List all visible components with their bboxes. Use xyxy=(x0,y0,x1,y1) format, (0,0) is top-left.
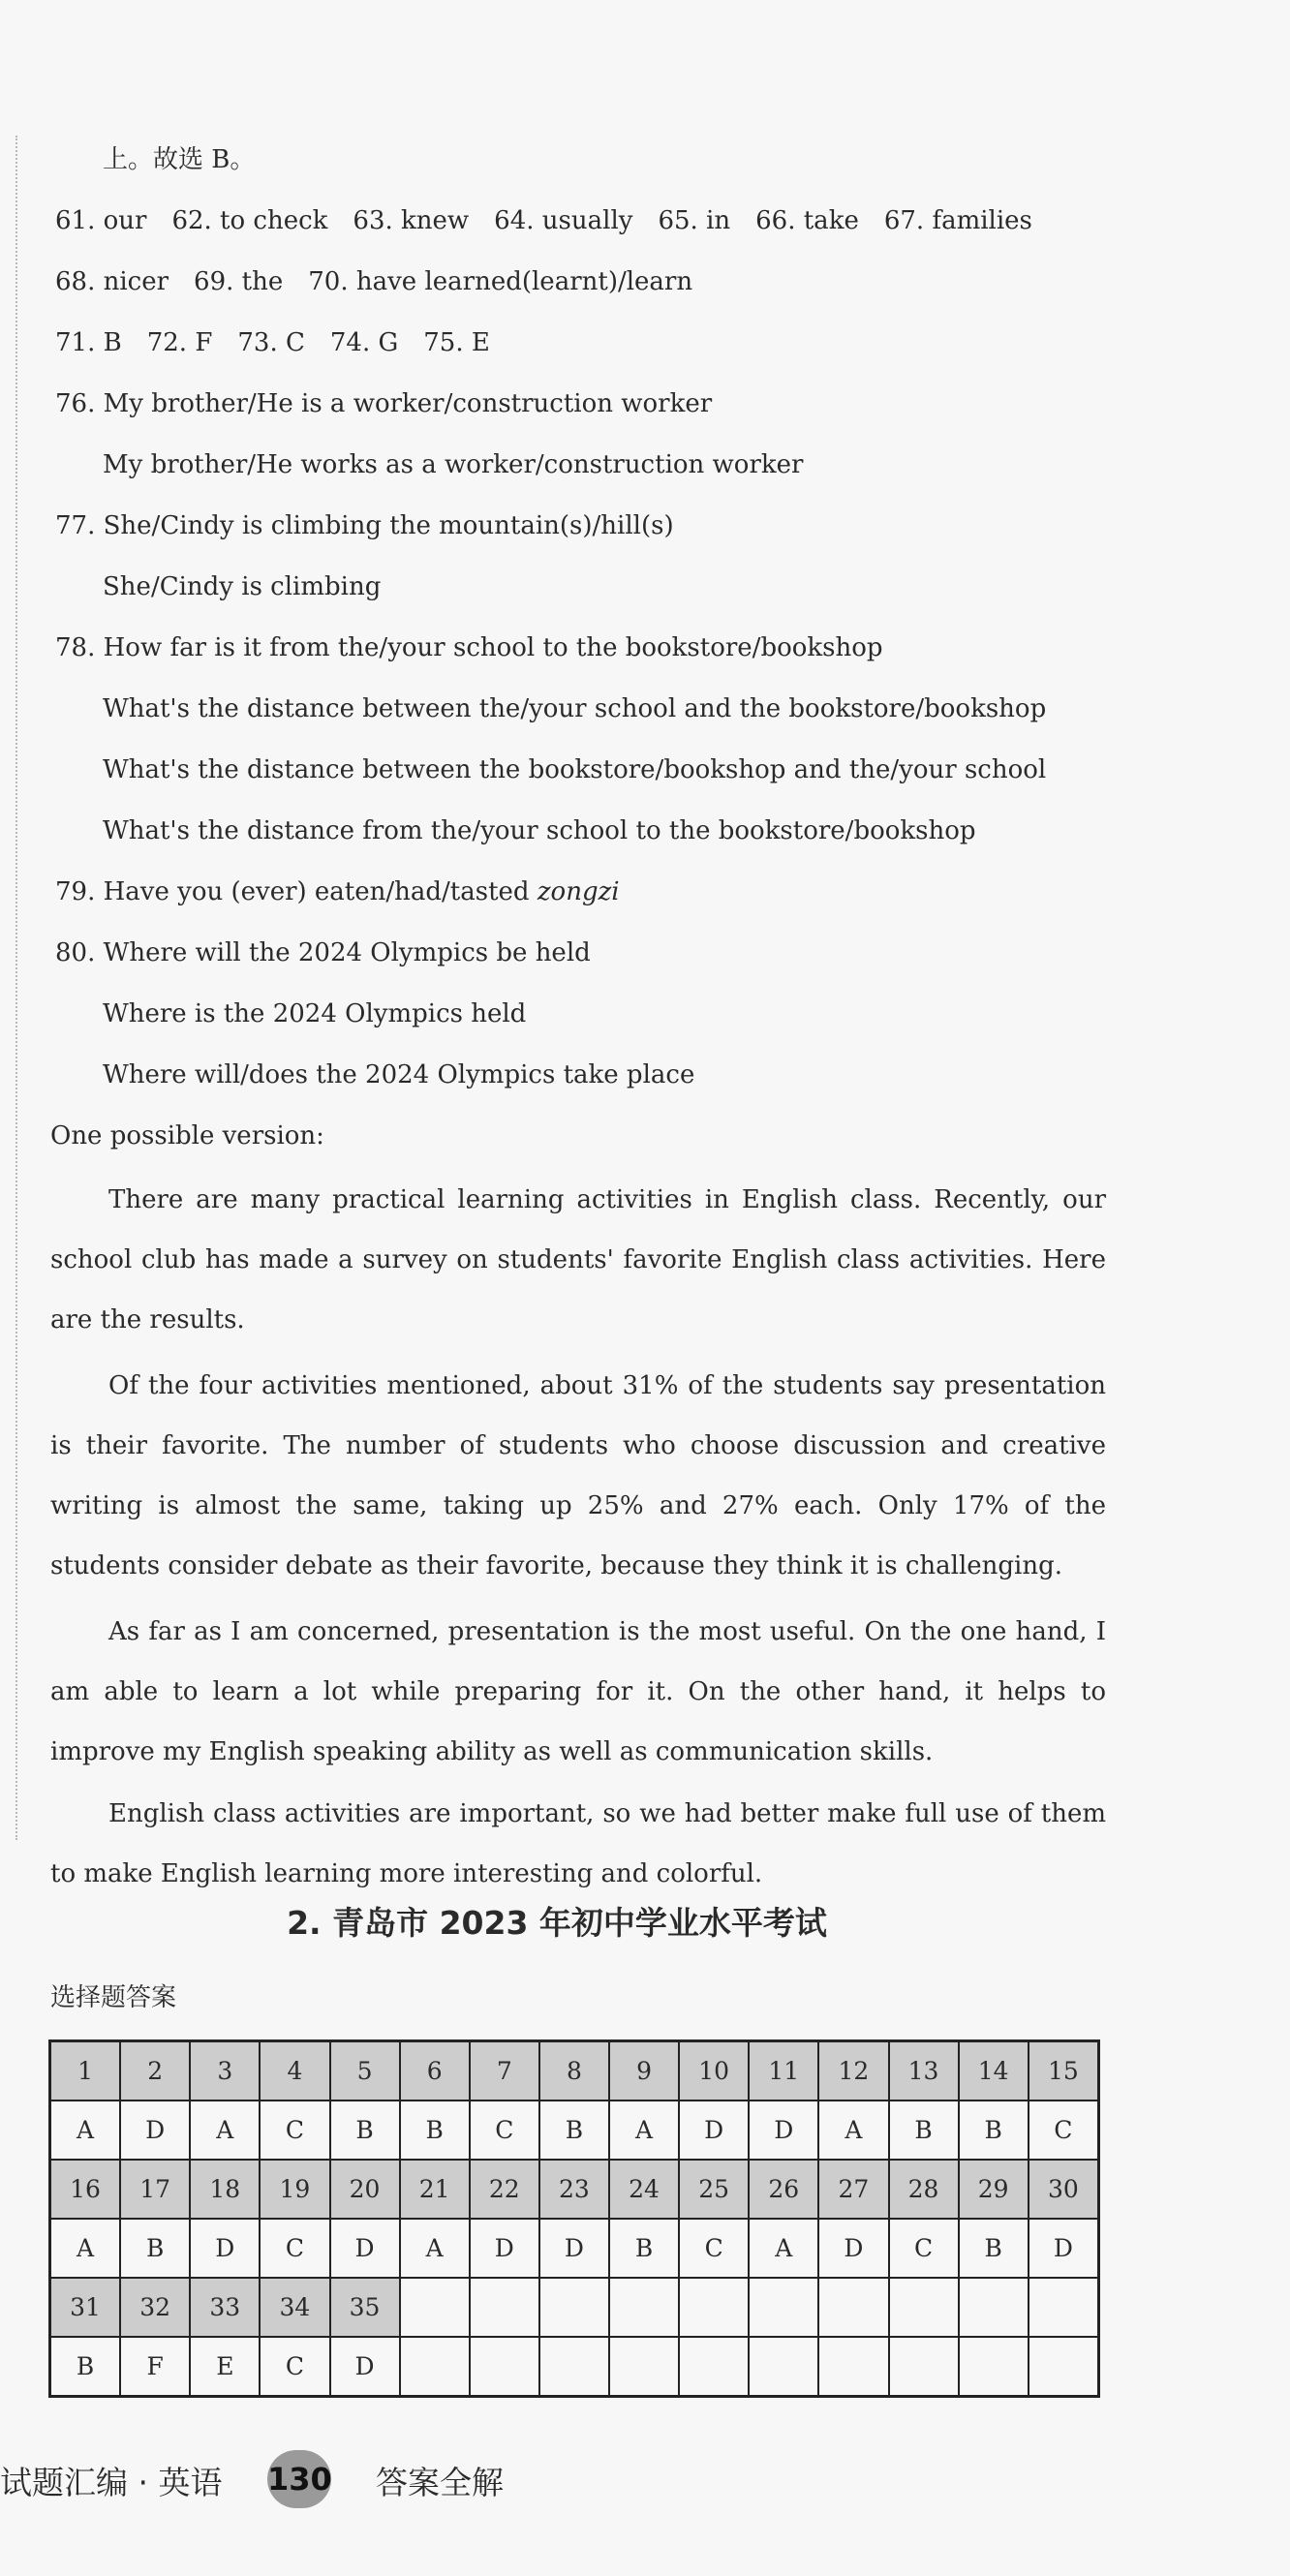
table-cell: D xyxy=(539,2219,609,2278)
text-line: Where will/does the 2024 Olympics take place xyxy=(103,1060,695,1089)
table-cell: C xyxy=(260,2219,329,2278)
table-cell xyxy=(959,2337,1029,2397)
text-part: 79. Have you (ever) eaten/had/tasted xyxy=(55,877,538,906)
table-cell xyxy=(400,2337,470,2397)
essay-paragraph: English class activities are important, so we had better make full use of them to make English learning more interesting and colorful. xyxy=(50,1799,1106,1888)
table-cell: 33 xyxy=(190,2278,260,2337)
table-cell xyxy=(679,2337,749,2397)
table-cell xyxy=(470,2337,539,2397)
table-cell: 29 xyxy=(959,2160,1029,2219)
table-cell: B xyxy=(330,2101,400,2160)
table-cell xyxy=(539,2278,609,2337)
table-cell xyxy=(470,2278,539,2337)
table-answer-row xyxy=(50,2219,1099,2278)
table-cell: C xyxy=(679,2219,749,2278)
table-cell: 18 xyxy=(190,2160,260,2219)
table-cell: B xyxy=(889,2101,959,2160)
table-cell: 14 xyxy=(959,2041,1029,2101)
text-line: What's the distance between the bookstore/bookshop and the/your school xyxy=(103,755,1047,784)
table-cell: 16 xyxy=(50,2160,121,2219)
table-cell: 1 xyxy=(50,2041,121,2101)
table-cell xyxy=(679,2278,749,2337)
page-footer xyxy=(0,2450,678,2508)
table-cell xyxy=(400,2278,470,2337)
table-answer-row xyxy=(50,2101,1099,2160)
table-cell: E xyxy=(190,2337,260,2397)
table-cell: 19 xyxy=(260,2160,329,2219)
table-cell: 15 xyxy=(1029,2041,1099,2101)
table-cell: D xyxy=(470,2219,539,2278)
table-cell: C xyxy=(470,2101,539,2160)
table-cell xyxy=(609,2337,679,2397)
table-cell: D xyxy=(818,2219,888,2278)
text-line: My brother/He works as a worker/construction worker xyxy=(103,450,804,479)
table-cell: 26 xyxy=(749,2160,818,2219)
text-line: 77. She/Cindy is climbing the mountain(s)/hill(s) xyxy=(55,511,674,540)
table-cell xyxy=(889,2278,959,2337)
text-line: 76. My brother/He is a worker/construction worker xyxy=(55,389,713,418)
table-header-row xyxy=(50,2160,1099,2219)
answer-table xyxy=(48,2039,1100,2398)
text-line: 上。故选 B。 xyxy=(103,145,256,174)
table-cell: B xyxy=(120,2219,190,2278)
table-cell: 2 xyxy=(120,2041,190,2101)
table-cell xyxy=(749,2278,818,2337)
table-cell: 25 xyxy=(679,2160,749,2219)
table-cell xyxy=(609,2278,679,2337)
table-cell: 12 xyxy=(818,2041,888,2101)
table-cell: 17 xyxy=(120,2160,190,2219)
text-line: 80. Where will the 2024 Olympics be held xyxy=(55,938,591,967)
table-cell: A xyxy=(818,2101,888,2160)
text-line: Where is the 2024 Olympics held xyxy=(103,999,527,1028)
table-cell: A xyxy=(50,2101,121,2160)
table-cell: B xyxy=(959,2101,1029,2160)
footer-section: 答案全解 xyxy=(376,2464,504,2501)
page-number: 130 xyxy=(267,2450,331,2508)
section-title: 2. 青岛市 2023 年初中学业水平考试 xyxy=(287,1904,827,1942)
table-cell xyxy=(959,2278,1029,2337)
table-cell: 6 xyxy=(400,2041,470,2101)
text-line xyxy=(55,875,620,908)
table-cell xyxy=(749,2337,818,2397)
table-cell: 11 xyxy=(749,2041,818,2101)
text-line: One possible version: xyxy=(50,1121,324,1150)
table-cell: C xyxy=(260,2337,329,2397)
text-line: 61. our 62. to check 63. knew 64. usually 65. in 66. take 67. families xyxy=(55,206,1032,235)
table-cell: C xyxy=(260,2101,329,2160)
table-cell: B xyxy=(400,2101,470,2160)
table-header-row xyxy=(50,2041,1099,2101)
text-line: What's the distance between the/your school and the bookstore/bookshop xyxy=(103,694,1047,723)
table-cell xyxy=(818,2278,888,2337)
essay-paragraph: As far as I am concerned, presentation is the most useful. On the one hand, I am able to learn a lot while preparing for it. On the other hand, it helps to improve my English speaking ability as well as communication skills. xyxy=(50,1617,1106,1766)
table-cell: A xyxy=(50,2219,121,2278)
table-cell: 32 xyxy=(120,2278,190,2337)
table-cell: 27 xyxy=(818,2160,888,2219)
table-cell xyxy=(1029,2278,1099,2337)
table-cell: 4 xyxy=(260,2041,329,2101)
table-cell: 34 xyxy=(260,2278,329,2337)
table-cell: 28 xyxy=(889,2160,959,2219)
table-cell: A xyxy=(190,2101,260,2160)
table-cell: A xyxy=(609,2101,679,2160)
table-cell: 22 xyxy=(470,2160,539,2219)
table-cell: 20 xyxy=(330,2160,400,2219)
table-cell: D xyxy=(330,2219,400,2278)
sub-label: 选择题答案 xyxy=(50,1983,177,2012)
italic-word: zongzi xyxy=(537,877,620,906)
table-cell: 35 xyxy=(330,2278,400,2337)
table-cell: D xyxy=(120,2101,190,2160)
table-cell xyxy=(1029,2337,1099,2397)
table-cell: 8 xyxy=(539,2041,609,2101)
table-cell: A xyxy=(400,2219,470,2278)
table-cell: B xyxy=(959,2219,1029,2278)
essay-paragraph: There are many practical learning activities in English class. Recently, our school club has made a survey on students' favorite English class activities. Here are the results. xyxy=(50,1185,1106,1334)
table-cell xyxy=(818,2337,888,2397)
table-cell: F xyxy=(120,2337,190,2397)
margin-dotted-line xyxy=(15,136,17,1840)
table-cell: 23 xyxy=(539,2160,609,2219)
table-cell: B xyxy=(50,2337,121,2397)
table-cell xyxy=(539,2337,609,2397)
text-line: 68. nicer 69. the 70. have learned(learnt)/learn xyxy=(55,267,693,296)
text-line: 78. How far is it from the/your school to the bookstore/bookshop xyxy=(55,633,883,662)
table-cell: C xyxy=(889,2219,959,2278)
table-cell: 3 xyxy=(190,2041,260,2101)
table-cell: D xyxy=(330,2337,400,2397)
table-cell: 10 xyxy=(679,2041,749,2101)
table-cell: 30 xyxy=(1029,2160,1099,2219)
essay-paragraph: Of the four activities mentioned, about 31% of the students say presentation is their favorite. The number of students who choose discussion and creative writing is almost the same, taking up 25% and 27% each. Only 17% of the students consider debate as their favorite, because they think it is challenging. xyxy=(50,1371,1106,1580)
table-cell: B xyxy=(609,2219,679,2278)
table-cell: C xyxy=(1029,2101,1099,2160)
text-line: What's the distance from the/your school to the bookstore/bookshop xyxy=(103,816,976,845)
table-cell xyxy=(889,2337,959,2397)
text-line: 71. B 72. F 73. C 74. G 75. E xyxy=(55,328,490,357)
table-cell: D xyxy=(1029,2219,1099,2278)
footer-book-title: 试题汇编 · 英语 xyxy=(0,2464,223,2501)
table-cell: D xyxy=(190,2219,260,2278)
table-cell: 5 xyxy=(330,2041,400,2101)
text-line: She/Cindy is climbing xyxy=(103,572,382,601)
table-cell: 24 xyxy=(609,2160,679,2219)
table-cell: 13 xyxy=(889,2041,959,2101)
table-cell: 21 xyxy=(400,2160,470,2219)
table-cell: A xyxy=(749,2219,818,2278)
table-cell: D xyxy=(679,2101,749,2160)
table-header-row xyxy=(50,2278,1099,2337)
table-answer-row xyxy=(50,2337,1099,2397)
table-cell: 31 xyxy=(50,2278,121,2337)
table-cell: D xyxy=(749,2101,818,2160)
table-cell: 7 xyxy=(470,2041,539,2101)
table-cell: B xyxy=(539,2101,609,2160)
table-cell: 9 xyxy=(609,2041,679,2101)
